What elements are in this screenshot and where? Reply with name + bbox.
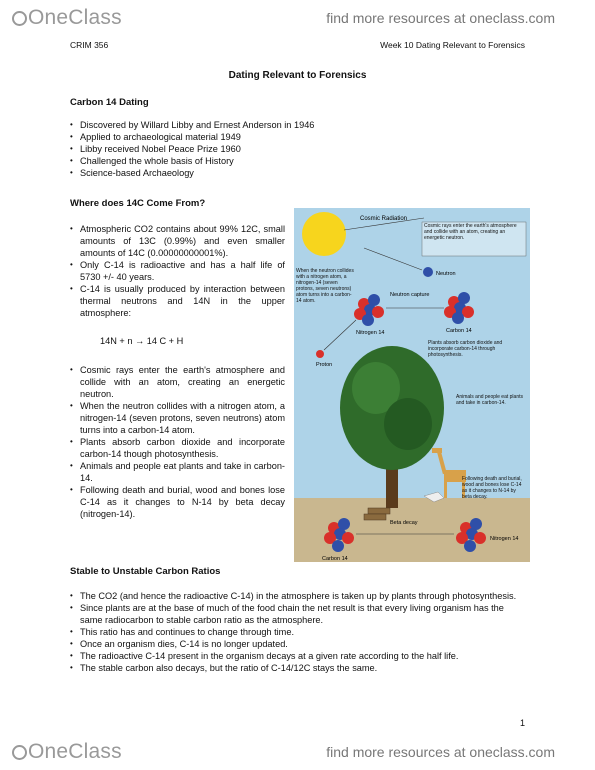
label-plants: Plants absorb carbon dioxide and incorporate carbon-14 through photosynthesis.	[428, 340, 503, 358]
label-c14b: Carbon 14	[322, 556, 348, 562]
list-item: • Plants absorb carbon dioxide and incorporate carbon-14 though photosynthesis.	[70, 436, 285, 460]
logo-text: OneClass	[28, 740, 122, 763]
heading-carbon14: Carbon 14 Dating	[70, 97, 149, 108]
oneclass-logo[interactable]	[12, 6, 122, 30]
course-code: CRIM 356	[70, 40, 109, 50]
heading-stable: Stable to Unstable Carbon Ratios	[70, 566, 221, 577]
list-item: • Applied to archaeological material 1949	[70, 131, 370, 143]
list-item: • The stable carbon also decays, but the ratio of C-14/12C stays the same.	[70, 662, 525, 674]
where-list	[70, 223, 285, 319]
logo-circle-icon	[12, 11, 27, 26]
label-animals: Animals and people eat plants and take in carbon-14.	[456, 394, 523, 406]
stable-list	[70, 590, 525, 674]
sun-icon	[302, 212, 346, 256]
oneclass-logo-bottom[interactable]	[12, 740, 122, 764]
document-title: Dating Relevant to Forensics	[228, 70, 367, 81]
label-death: Following death and burial, wood and bones lose C-14 as it changes to N-14 by beta decay.	[462, 476, 522, 500]
list-item: • Science-based Archaeology	[70, 167, 370, 179]
page-number: 1	[519, 718, 525, 728]
process-list	[70, 364, 285, 520]
list-item: • Libby received Nobel Peace Prize 1960	[70, 143, 370, 155]
list-item: • When the neutron collides with a nitrogen atom, a nitrogen-14 (seven protons, seven neutrons) atom turns into a carbon-14 atom.	[70, 400, 285, 436]
week-header: Week 10 Dating Relevant to Forensics	[380, 40, 525, 50]
list-item: • Following death and burial, wood and bones lose C-14 as it changes to N-14 by beta decay (nitrogen-14).	[70, 484, 285, 520]
label-n14b: Nitrogen 14	[490, 536, 519, 542]
proton-icon	[316, 350, 324, 358]
list-item: • This ratio has and continues to change through time.	[70, 626, 525, 638]
bottom-resources-link[interactable]: find more resources at oneclass.com	[326, 744, 555, 760]
list-item: • The CO2 (and hence the radioactive C-14) in the atmosphere is taken up by plants through photosynthesis.	[70, 590, 525, 602]
list-item: • Challenged the whole basis of History	[70, 155, 370, 167]
neutron-icon	[423, 267, 433, 277]
list-item: • Discovered by Willard Libby and Ernest Anderson in 1946	[70, 119, 370, 131]
list-item: • The radioactive C-14 present in the organism decays at a given rate according to the half life.	[70, 650, 525, 662]
label-n14: Nitrogen 14	[356, 330, 385, 336]
logs-icon	[364, 508, 390, 520]
list-item: • Since plants are at the base of much of the food chain the net result is that every living organism has the same radiocarbon to stable carbon ratio as the atmosphere.	[70, 602, 525, 626]
reaction-formula: 14N + n → 14 C + H	[100, 336, 184, 346]
label-rays: Cosmic rays enter the earth's atmosphere and collide with an atom, creating an energetic neutron.	[424, 223, 517, 241]
label-collide: When the neutron collides with a nitrogen atom, a nitrogen-14 (seven protons, seven neutrons) atom turns into a carbon-14 atom.	[296, 268, 354, 304]
logo-circle-icon	[12, 745, 27, 760]
label-neutron: Neutron	[436, 271, 456, 277]
list-item: • Only C-14 is radioactive and has a half life of 5730 +/- 40 years.	[70, 259, 285, 283]
list-item: • Cosmic rays enter the earth's atmosphere and collide with an atom, creating an energetic neutron.	[70, 364, 285, 400]
label-c14: Carbon 14	[446, 328, 472, 334]
carbon14-cycle-diagram	[294, 208, 530, 562]
logo-text: OneClass	[28, 6, 122, 29]
carbon14-list	[70, 119, 370, 179]
label-cosmic: Cosmic Radiation	[360, 216, 408, 222]
heading-where: Where does 14C Come From?	[70, 198, 206, 209]
label-beta: Beta decay	[390, 520, 418, 526]
list-item: • C-14 is usually produced by interaction between thermal neutrons and 14N in the upper atmosphere:	[70, 283, 285, 319]
top-resources-link[interactable]: find more resources at oneclass.com	[326, 10, 555, 26]
list-item: • Atmospheric CO2 contains about 99% 12C, small amounts of 13C (0.99%) and even smaller amounts of 14C (0.00000000001%).	[70, 223, 285, 259]
label-capture: Neutron capture	[390, 292, 430, 298]
list-item: • Animals and people eat plants and take in carbon-14.	[70, 460, 285, 484]
list-item: • Once an organism dies, C-14 is no longer updated.	[70, 638, 525, 650]
label-proton: Proton	[316, 362, 333, 368]
